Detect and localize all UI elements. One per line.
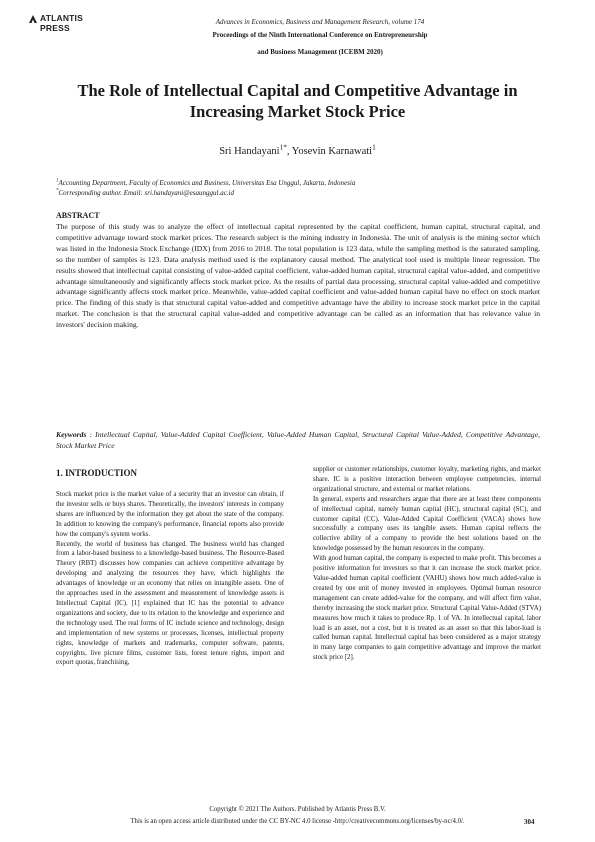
affiliation-mark: 1: [56, 178, 59, 184]
author-name: Sri Handayani: [219, 146, 280, 157]
page-number: 304: [524, 818, 535, 826]
author-list: [60, 142, 535, 157]
keywords: [56, 429, 540, 451]
proceedings-line-2: and Business Management (ICEBM 2020): [257, 48, 383, 56]
section-heading: 1. INTRODUCTION: [56, 468, 138, 478]
keywords-label: Keywords: [56, 430, 87, 439]
affiliation-text: Accounting Department, Faculty of Economics and Business, Universitas Esa Unggul, Jakarta, Indonesia: [58, 179, 356, 187]
abstract-heading: ABSTRACT: [56, 211, 100, 220]
proceedings-line-1: Proceedings of the Ninth International Conference on Entrepreneurship: [212, 31, 428, 39]
author-separator: ,: [286, 146, 292, 157]
volume-line: Advances in Economics, Business and Management Research, volume 174: [215, 18, 425, 26]
paragraph: Stock market price is the market value of a security that an investor can obtain, if the investor sells or buys shares. Theoretically, the investors' interests in company shares are influenced by the information they get about the state of the company. In addition to knowing the company's performance, financial reports also provide how the company's system works.: [56, 491, 284, 538]
corresponding-author: [56, 188, 546, 198]
copyright-line: Copyright © 2021 The Authors. Published by Atlantis Press B.V.: [209, 806, 386, 813]
author-mark: 1: [372, 142, 376, 152]
affiliation-mark: *: [56, 188, 59, 194]
publisher-logo: [28, 12, 98, 38]
paragraph: supplier or customer relationships, customer loyalty, marketing rights, and market share. IC is a positive interaction between employee competencies, internal organizational structure, and external or market relations.: [313, 466, 541, 493]
license-line: This is an open access article distributed under the CC BY-NC 4.0 license -http://creativecommons.org/licenses/by-nc/4.0/.: [130, 818, 465, 825]
affiliation: [56, 178, 546, 188]
paragraph: In general, experts and researchers argue that there are at least three components of intellectual capital, namely human capital (HC), structural capital (SC), and customer capital (CC). Value-Added Capital Coefficient (VACA) shows how successfully a company uses its tangible assets. Human capital reflects the collective ability of a company to provide the best solutions based on the knowledge possessed by the human resources in the company.: [313, 495, 541, 553]
author-name: Yosevin Karnawati: [291, 146, 373, 157]
atlantis-logo-icon: [28, 14, 38, 24]
keywords-text: : Intellectual Capital, Value-Added Capital Coefficient, Value-Added Human Capital, Structural Capital Value-Added, Competitive Advantage, Stock Market Price: [56, 430, 540, 450]
paper-title: The Role of Intellectual Capital and Competitive Advantage in Increasing Market Stock Price: [77, 81, 518, 121]
author-mark: 1*: [279, 142, 287, 152]
paragraph: With good human capital, the company is expected to make profit. This becomes a positive information for investors so that it can increase the stock market price. Value-added human capital coefficient (VAHU) shows how much added-value is created by one unit of money invested in employees. Optimal human resource management can create added-value for the company, and will affect firm value, thereby increasing the stock market price. Structural Capital Value-Added (STVA) measures how much it takes to produce Rp. 1 of VA. In intellectual capital, labor load is an asset, not a cost, but it is treated as an asset so that this labor-load is called human capital. Intellectual capital has been considered as a major strategy in many large companies to gain competitive advantage and improve the market stock price [2].: [313, 555, 541, 662]
corresponding-author-text: Corresponding author. Email: sri.handayani@esaunggul.ac.id: [58, 189, 234, 197]
right-column: [313, 465, 541, 663]
paragraph: Recently, the world of business has changed. The business world has changed from a labor-based business to a knowledge-based business. The Resource-Based Theory (RBT) discusses how companies can achieve competitive advantage by developing and analyzing the resources they have, which highlights the advantages of knowledge or an economy that relies on intangible assets. One of the approaches used in the assessment and measurement of knowledge assets is Intellectual Capital (IC). [1] explained that IC has the potential to advance organizations and society, due to its relation to the knowledge and experience and the technology used. The real forms of IC include science and technology, design and implementation of new systems or processes, licenses, intellectual property rights, knowledge of markets and trademarks, computer software, patents, copyrights, live picture films, customer lists, forest tenure rights, import and export quotas, franchising,: [56, 540, 284, 667]
left-column: [56, 490, 284, 668]
publisher-logo-text: ATLANTIS PRESS: [40, 13, 83, 33]
abstract-text: The purpose of this study was to analyze the effect of intellectual capital represented by the capital coefficient, human capital, structural capital, and competitive advantage toward stock market prices. The research subject is the mining industry in Indonesia. The unit of analysis is the mining sector which was listed in the Indonesia Stock Exchange (IDX) from 2016 to 2018. The total population is 123 data, while the sampling method is the saturated sampling, so the number of samples is 123. Data analysis method used is the explanatory causal method. The analytical tool used is multiple linear regression. The results showed that intellectual capital consisting of value-added capital coefficient, value-added human capital, structural capital value-added, and competitive advantage simultaneously and significantly affects stock market price. As the results of partial data processing, structural capital value-added and competitive advantage significantly affects stock market price. Meanwhile, value-added capital coefficient and value-added human capital have no effect on stock market price. The finding of this study is that structural capital value-added and competitive advantage have the ability to increase stock market price in the capital market. The conclusion is that the structural capital value-added and competitive advantage can be called as an information that has relevance value in investors' decision making.: [56, 222, 540, 330]
